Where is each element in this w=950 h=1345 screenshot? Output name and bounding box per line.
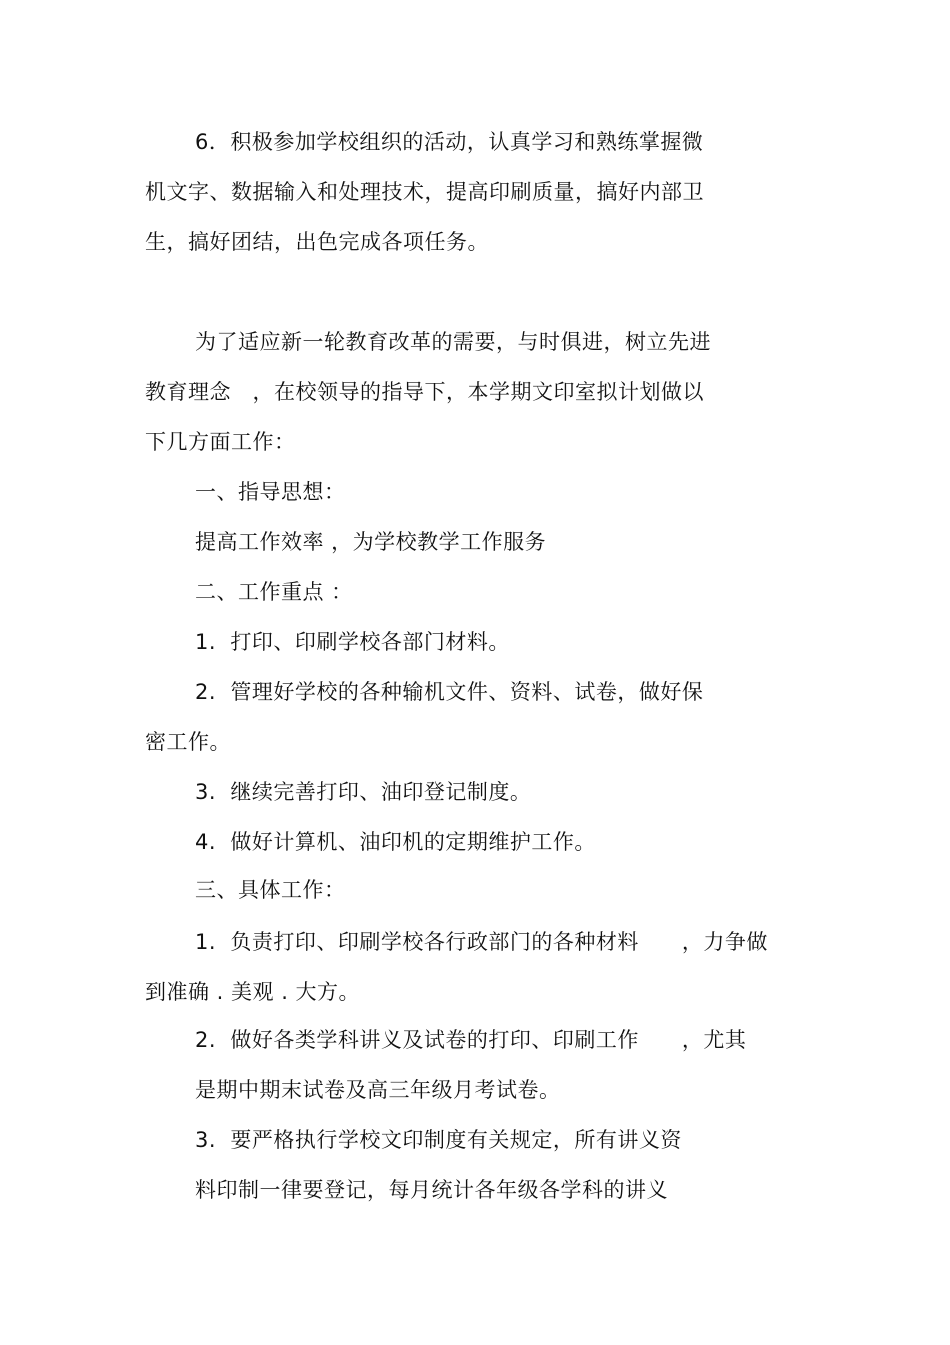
section-2-item-2-line-1: 2. 管理好学校的各种输机文件、资料、试卷，做好保 [195,680,704,704]
section-2-item-2-line-2: 密工作。 [145,730,231,754]
paragraph-6-line-2: 机文字、数据输入和处理技术，提高印刷质量，搞好内部卫 [145,180,704,204]
section-2-item-1: 1. 打印、印刷学校各部门材料。 [195,630,510,654]
section-3-item-2-line-2: 是期中期末试卷及高三年级月考试卷。 [195,1078,561,1102]
intro-line-2: 教育理念 ，在校领导的指导下，本学期文印室拟计划做以 [145,380,704,404]
section-1-body: 提高工作效率 ，为学校教学工作服务 [195,530,547,554]
paragraph-6-line-3: 生，搞好团结，出色完成各项任务。 [145,230,489,254]
section-3-item-3-line-1: 3. 要严格执行学校文印制度有关规定，所有讲义资 [195,1128,682,1152]
section-3-item-3-line-2: 料印制一律要登记，每月统计各年级各学科的讲义 [195,1178,668,1202]
intro-line-1: 为了适应新一轮教育改革的需要，与时俱进，树立先进 [195,330,711,354]
paragraph-6-line-1: 6．积极参加学校组织的活动，认真学习和熟练掌握微 [195,130,704,154]
section-3-item-1-line-2: 到准确 . 美观 . 大方。 [145,980,361,1004]
section-2-item-3: 3. 继续完善打印、油印登记制度。 [195,780,532,804]
section-2-heading: 二、工作重点 ： [195,580,353,604]
intro-line-3: 下几方面工作： [145,430,296,454]
section-3-item-1-line-1: 1. 负责打印、印刷学校各行政部门的各种材料 ，力争做 [195,930,768,954]
section-3-heading: 三、具体工作： [195,878,346,902]
section-2-item-4: 4. 做好计算机、油印机的定期维护工作。 [195,830,596,854]
section-1-heading: 一、指导思想： [195,480,346,504]
section-3-item-2-line-1: 2. 做好各类学科讲义及试卷的打印、印刷工作 ，尤其 [195,1028,747,1052]
